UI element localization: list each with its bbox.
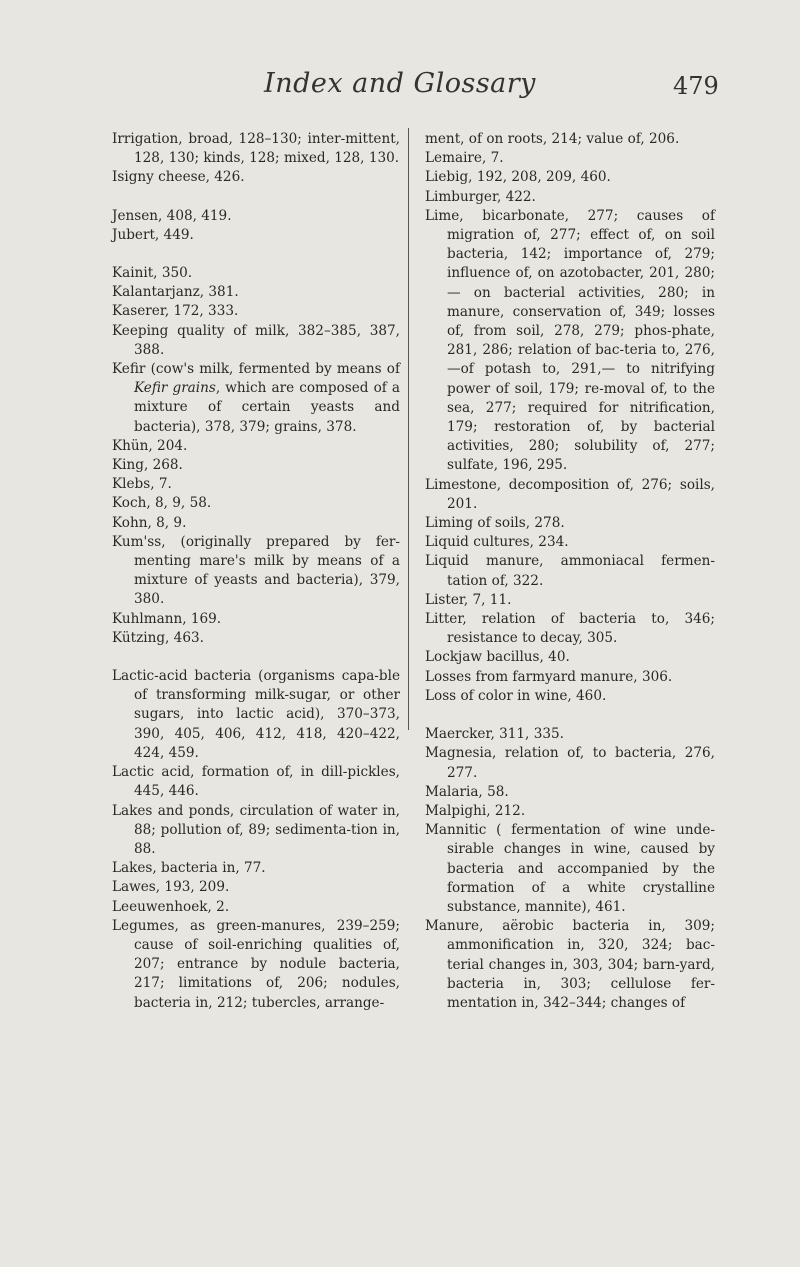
index-entry: Liquid manure, ammoniacal fermen-tation of, 322. xyxy=(425,553,715,589)
index-entry: Lakes and ponds, circulation of water in, 88; pollution of, 89; sedimenta-tion in, 88. xyxy=(112,802,400,857)
index-entry: Koch, 8, 9, 58. xyxy=(112,495,212,512)
page-number: 479 xyxy=(673,72,719,100)
index-entry: Klebs, 7. xyxy=(112,476,172,493)
section-gap xyxy=(425,706,715,725)
index-entry: Malpighi, 212. xyxy=(425,802,526,819)
running-title: Index and Glossary xyxy=(264,68,536,99)
index-entry: Lactic acid, formation of, in dill-pickles, 445, 446. xyxy=(112,764,400,800)
index-entry: Limburger, 422. xyxy=(425,188,536,205)
entry-italic-term: Kefir grains xyxy=(134,380,216,397)
index-entry: Kohn, 8, 9. xyxy=(112,514,187,531)
index-entry: Khün, 204. xyxy=(112,437,188,454)
index-entry: Lemaire, 7. xyxy=(425,150,504,167)
index-entry: Jubert, 449. xyxy=(112,226,194,243)
entry-text: , which are composed of a mixture of certain yeasts and bacteria), 378, 379; grains, 378. xyxy=(134,380,400,435)
index-entry: Lime, bicarbonate, 277; causes of migration of, 277; effect of, on soil bacteria, 142; importance of, 279; influence of, on azotobacter, 201, 280; — on bacterial activities, 280; in manure, conservation of, 349; losses of, from soil, 278, 279; phos-phate, 281, 286; relation of bac-teria to, 276,—of potash to, 291,— to nitrifying power of soil, 179; re-moval of, to the sea, 277; required for nitrification, 179; restoration of, by bacterial activities, 280; solubility of, 277; sulfate, 196, 295. xyxy=(425,207,715,474)
index-entry: Mannitic ( fermentation of wine unde-sirable changes in wine, caused by bacteria and accompanied by the formation of a white crystalline substance, mannite), 461. xyxy=(425,822,715,915)
index-entry: Liquid cultures, 234. xyxy=(425,534,569,551)
section-gap xyxy=(112,648,400,667)
index-entry: Lakes, bacteria in, 77. xyxy=(112,860,266,877)
index-entry: Lawes, 193, 209. xyxy=(112,879,230,896)
index-entry: Legumes, as green-manures, 239–259; cause of soil-enriching qualities of, 207; entrance by nodule bacteria, 217; limitations of, 206; nodules, bacteria in, 212; tubercles, arrange- xyxy=(112,917,400,1011)
section-gap xyxy=(112,245,400,264)
index-entry: Limestone, decomposition of, 276; soils, 201. xyxy=(425,476,715,512)
index-entry: Lister, 7, 11. xyxy=(425,591,512,608)
index-entry: Keeping quality of milk, 382–385, 387, 388. xyxy=(112,322,400,358)
index-entry: Losses from farmyard manure, 306. xyxy=(425,668,673,685)
index-entry: Liebig, 192, 208, 209, 460. xyxy=(425,169,611,186)
index-entry: King, 268. xyxy=(112,457,183,474)
index-entry: Kützing, 463. xyxy=(112,629,204,646)
page-header xyxy=(0,68,800,108)
index-entry: Liming of soils, 278. xyxy=(425,515,565,532)
index-entry: Leeuwenhoek, 2. xyxy=(112,898,230,915)
index-entry xyxy=(112,360,400,437)
index-entry: Kum'ss, (originally prepared by fer-menting mare's milk by means of a mixture of yeasts and bacteria), 379, 380. xyxy=(112,533,400,608)
index-entry: Manure, aërobic bacteria in, 309; ammonification in, 320, 324; bac-terial changes in, 303, 304; barn-yard, bacteria in, 303; cellulose fer-mentation in, 342–344; changes of xyxy=(425,918,715,1011)
index-entry: Lactic-acid bacteria (organisms capa-ble of transforming milk-sugar, or other sugars, into lactic acid), 370–373, 390, 405, 406, 412, 418, 420–422, 424, 459. xyxy=(112,668,400,761)
index-entry: ment, of on roots, 214; value of, 206. xyxy=(425,131,680,147)
right-index-column xyxy=(425,130,715,1013)
index-entry: Irrigation, broad, 128–130; inter-mittent, 128, 130; kinds, 128; mixed, 128, 130. xyxy=(112,131,400,167)
index-entry: Litter, relation of bacteria to, 346; resistance to decay, 305. xyxy=(425,611,715,647)
index-entry: Isigny cheese, 426. xyxy=(112,169,245,186)
index-entry: Maercker, 311, 335. xyxy=(425,726,564,743)
index-entry: Loss of color in wine, 460. xyxy=(425,687,607,704)
index-entry: Lockjaw bacillus, 40. xyxy=(425,649,570,666)
index-entry: Magnesia, relation of, to bacteria, 276, 277. xyxy=(425,745,715,781)
index-entry: Kalantarjanz, 381. xyxy=(112,284,239,301)
section-gap xyxy=(112,188,400,207)
index-entry: Malaria, 58. xyxy=(425,783,509,800)
entry-text: Kefir (cow's milk, fermented by means of xyxy=(112,361,400,378)
index-entry: Kaserer, 172, 333. xyxy=(112,303,239,320)
index-entry: Jensen, 408, 419. xyxy=(112,207,232,224)
column-divider xyxy=(408,128,409,730)
left-index-column xyxy=(112,130,400,1013)
index-entry: Kainit, 350. xyxy=(112,265,193,282)
index-entry: Kuhlmann, 169. xyxy=(112,610,222,627)
